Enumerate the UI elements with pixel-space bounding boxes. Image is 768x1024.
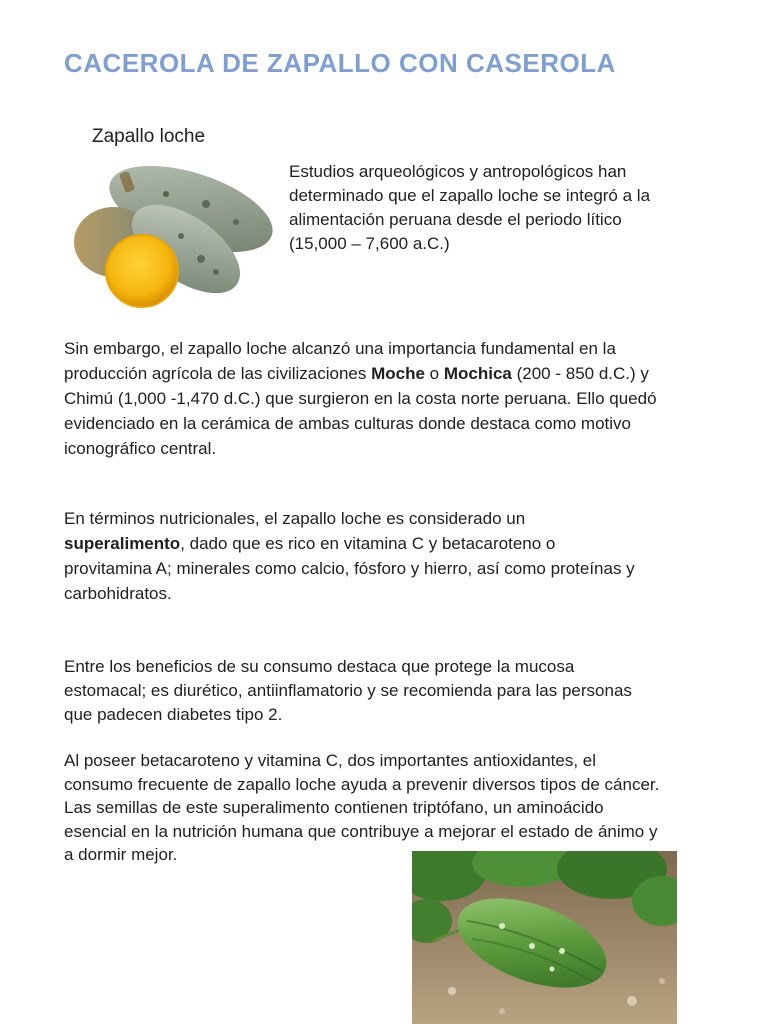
- paragraph-5: Al poseer betacaroteno y vitamina C, dos importantes antioxidantes, el consumo frecuente de zapallo loche ayuda a prevenir diversos tipos de cáncer. Las semillas de este superalimento contienen triptófano, un aminoácido esencial en la nutrición humana que contribuye a mejorar el estado de ánimo y a dormir mejor.: [64, 751, 660, 864]
- paragraph-3-text-a: En términos nutricionales, el zapallo loche es considerado un: [64, 509, 526, 528]
- paragraph-3-text-c: , dado que es rico en vitamina C y betacaroteno o provitamina A; minerales como calcio, fósforo y hierro, así como proteínas y carbohidratos.: [64, 534, 635, 603]
- section-subtitle: Zapallo loche: [92, 126, 206, 147]
- paragraph-2: [64, 336, 664, 461]
- page-title: CACEROLA DE ZAPALLO CON CASEROLA: [64, 48, 616, 78]
- zapallo-loche-image: [56, 154, 278, 308]
- paragraph-3: [64, 506, 644, 606]
- mochica-bold: Mochica: [443, 364, 512, 383]
- zapallo-field-image: [412, 851, 677, 1024]
- moche-bold: Moche: [371, 364, 425, 383]
- superalimento-bold: superalimento: [64, 534, 181, 553]
- paragraph-2-text-d: (200 - 850 d.C.) y Chimú (1,000 -1,470 d.C.) que surgieron en la costa norte peruana. Ello quedó evidenciado en la cerámica de ambas culturas donde destaca como motivo iconográfico central.: [64, 364, 657, 458]
- paragraph-1: Estudios arqueológicos y antropológicos han determinado que el zapallo loche se integró a la alimentación peruana desde el periodo lítico (15,000 – 7,600 a.C.): [289, 162, 651, 253]
- paragraph-2-text-a: Sin embargo, el zapallo loche alcanzó una importancia fundamental en la producción agrícola de las civilizaciones: [64, 339, 616, 383]
- paragraph-4: Entre los beneficios de su consumo destaca que protege la mucosa estomacal; es diurético, antiinflamatorio y se recomienda para las personas que padecen diabetes tipo 2.: [64, 657, 632, 724]
- paragraph-2-text-c: o: [424, 364, 444, 383]
